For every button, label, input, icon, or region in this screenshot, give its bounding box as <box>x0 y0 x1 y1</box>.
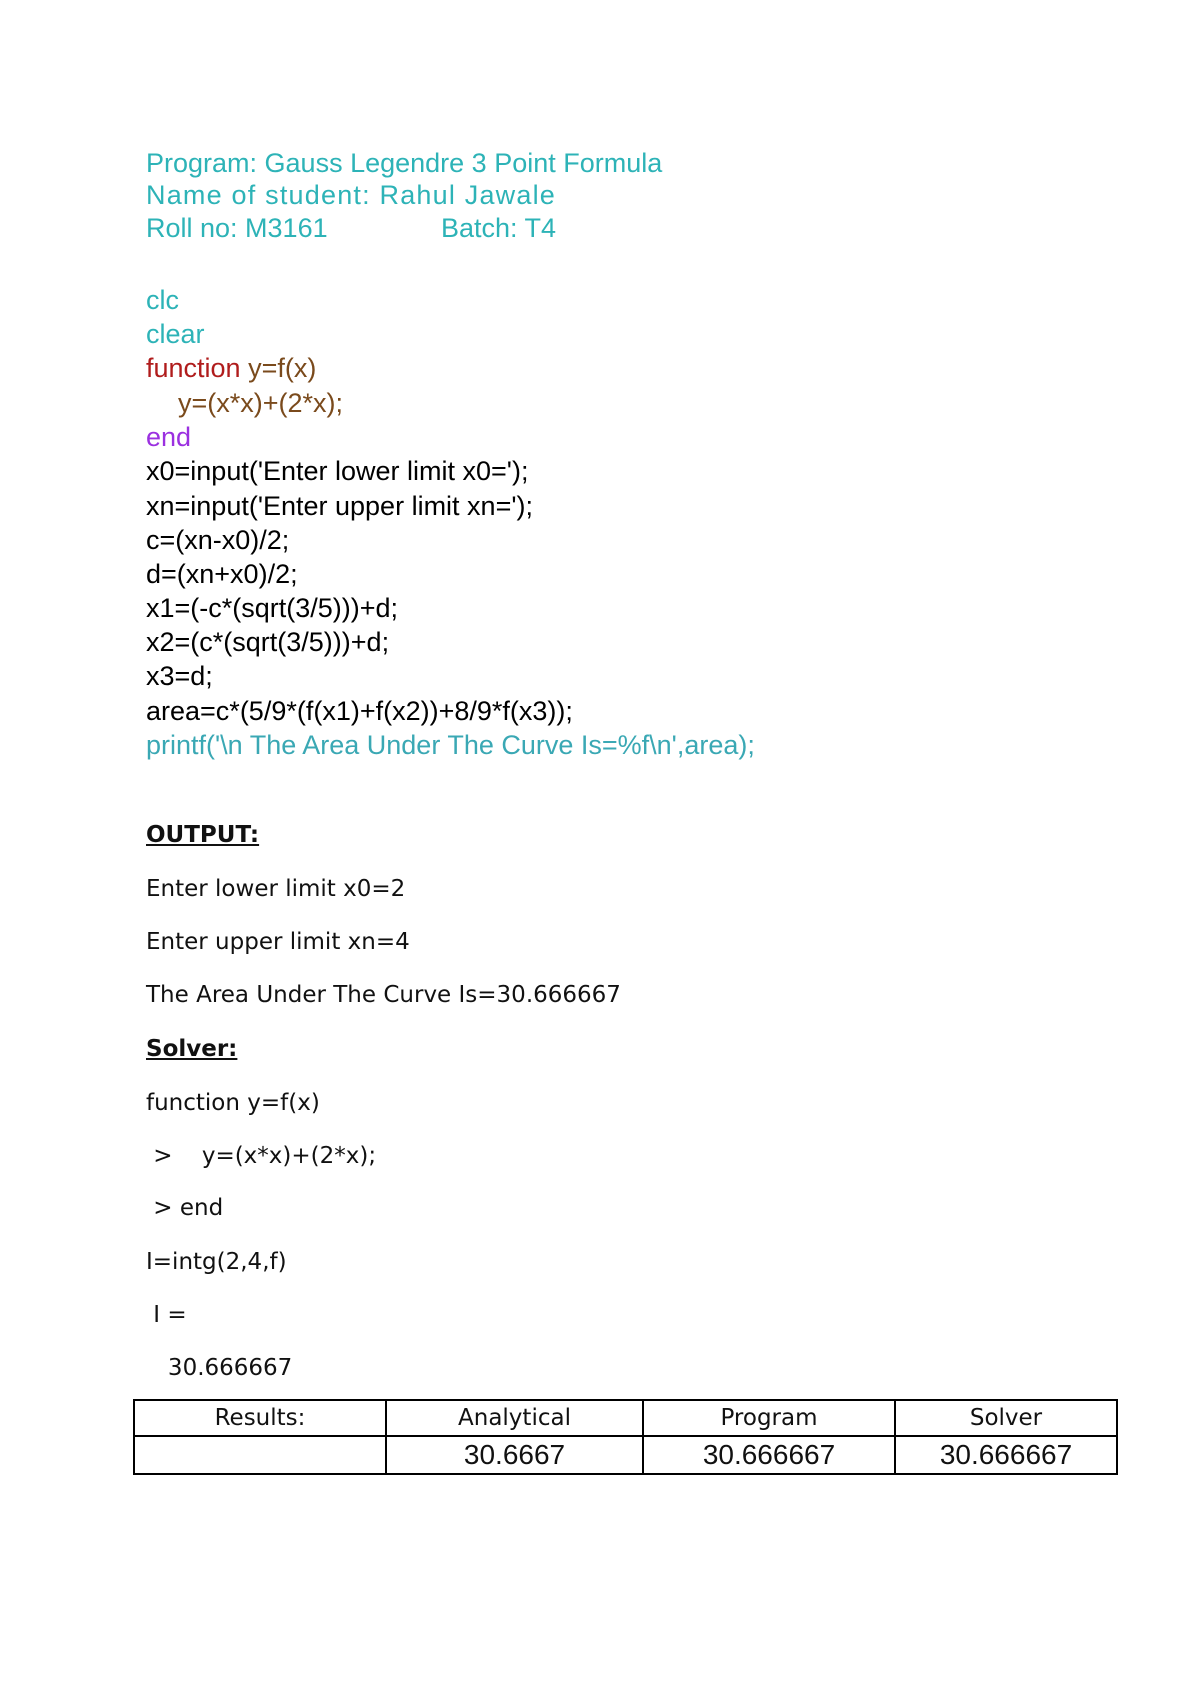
results-header-row <box>134 1400 1117 1436</box>
code-line-clc: clc <box>146 285 179 315</box>
roll-number: Roll no: M3161 <box>146 213 328 243</box>
code-line-x3: x3=d; <box>146 661 213 691</box>
code-line-printf: printf('\n The Area Under The Curve Is=%f\n',area); <box>146 730 755 760</box>
batch: Batch: T4 <box>441 213 557 243</box>
solver-line: > end <box>146 1195 224 1221</box>
solver-heading: Solver: <box>146 1036 238 1062</box>
results-table <box>133 1399 1118 1475</box>
results-header-cell: Results: <box>134 1400 386 1436</box>
code-line-area: area=c*(5/9*(f(x1)+f(x2))+8/9*f(x3)); <box>146 696 573 726</box>
solver-line: I = <box>146 1302 187 1328</box>
results-value-cell: 30.666667 <box>643 1436 895 1474</box>
function-signature: y=f(x) <box>248 353 317 383</box>
code-line-c: c=(xn-x0)/2; <box>146 525 290 555</box>
output-line: The Area Under The Curve Is=30.666667 <box>146 982 621 1008</box>
output-heading: OUTPUT: <box>146 822 260 848</box>
code-line-end: end <box>146 422 192 452</box>
code-line-x1: x1=(-c*(sqrt(3/5)))+d; <box>146 593 399 623</box>
results-value-cell <box>134 1436 386 1474</box>
code-line-clear: clear <box>146 319 205 349</box>
results-value-cell: 30.6667 <box>386 1436 643 1474</box>
code-line-x0: x0=input('Enter lower limit x0='); <box>146 456 529 486</box>
function-keyword: function <box>146 353 241 383</box>
code-line-body: y=(x*x)+(2*x); <box>178 388 344 418</box>
solver-line: function y=f(x) <box>146 1090 320 1116</box>
results-value-cell: 30.666667 <box>895 1436 1117 1474</box>
results-header-cell: Solver <box>895 1400 1117 1436</box>
program-title: Program: Gauss Legendre 3 Point Formula <box>146 148 663 178</box>
results-header-cell: Program <box>643 1400 895 1436</box>
solver-line: I=intg(2,4,f) <box>146 1249 287 1275</box>
output-line: Enter upper limit xn=4 <box>146 929 410 955</box>
solver-line: > y=(x*x)+(2*x); <box>146 1143 377 1169</box>
code-line-d: d=(xn+x0)/2; <box>146 559 298 589</box>
code-line-function <box>146 353 316 384</box>
results-header-cell: Analytical <box>386 1400 643 1436</box>
solver-line: 30.666667 <box>146 1355 293 1381</box>
output-line: Enter lower limit x0=2 <box>146 876 406 902</box>
results-value-row <box>134 1436 1117 1474</box>
code-line-x2: x2=(c*(sqrt(3/5)))+d; <box>146 627 390 657</box>
student-name: Name of student: Rahul Jawale <box>146 180 557 210</box>
code-line-xn: xn=input('Enter upper limit xn='); <box>146 491 533 521</box>
